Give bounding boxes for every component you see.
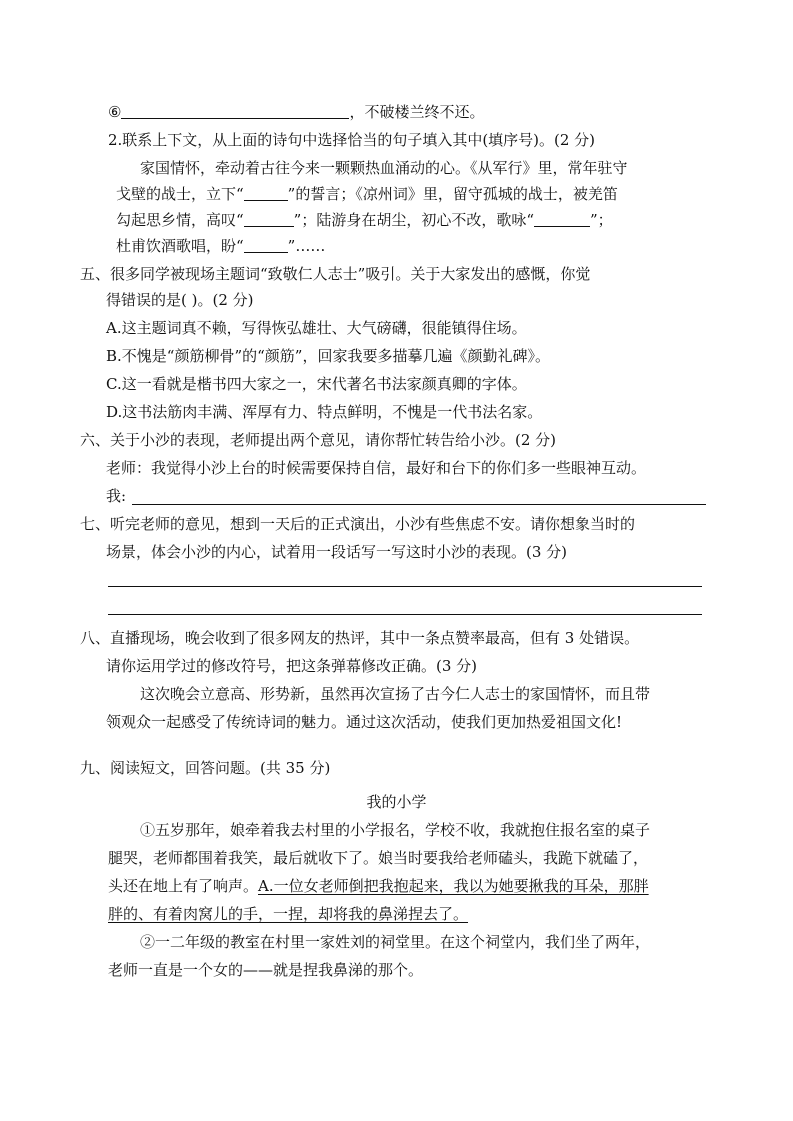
q4-para-line4	[116, 236, 325, 256]
q4-para-line1: 家国情怀，牵动着古往今来一颗颗热血涌动的心。《从军行》里，常年驻守	[140, 159, 628, 177]
text: ”……	[287, 237, 326, 255]
q5-option-b[interactable]: B.不愧是“颜筋柳骨”的“颜筋”，回家我要多描摹几遍《颜勤礼碑》。	[106, 347, 550, 365]
underlined-sentence-a: A.一位女老师倒把我抱起来，我以为她要揪我的耳朵，那胖	[258, 877, 649, 895]
text: ”；	[590, 211, 613, 229]
q9-heading: 九、阅读短文，回答问题。(共 35 分)	[80, 759, 331, 777]
text: ”；陆游身在胡尘，初心不改，歌咏“	[293, 211, 535, 229]
text: 头还在地上有了响声。	[108, 877, 259, 895]
text: 杜甫饮酒歌唱，盼“	[116, 237, 244, 255]
q5-line1: 五、很多同学被现场主题词“致敬仁人志士”吸引。关于大家发出的感慨，你觉	[80, 265, 591, 283]
passage-title: 我的小学	[366, 793, 427, 811]
q5-option-d[interactable]: D.这书法筋肉丰满、浑厚有力、特点鲜明，不愧是一代书法名家。	[106, 403, 543, 421]
q6-me-label: 我:	[106, 487, 127, 505]
passage-p1-line1: ①五岁那年，娘牵着我去村里的小学报名，学校不收，我就抱住报名室的桌子	[140, 821, 651, 839]
passage-p2-line1: ②一二年级的教室在村里一家姓刘的祠堂里。在这个祠堂内，我们坐了两年，	[140, 933, 651, 951]
fill-blank[interactable]	[244, 184, 288, 201]
text: 勾起思乡情，高叹“	[116, 211, 244, 229]
item6-number: ⑥	[108, 103, 122, 121]
text: ”的誓言；《凉州词》里，留守孤城的战士，被羌笛	[287, 185, 618, 203]
item6-line	[108, 102, 484, 122]
item6-tail: ，不破楼兰终不还。	[349, 103, 485, 121]
q6-teacher: 老师：我觉得小沙上台的时候需要保持自信，最好和台下的你们多一些眼神互动。	[106, 459, 647, 477]
fill-blank[interactable]	[244, 210, 294, 227]
q4-para-line3	[116, 210, 613, 230]
q8-para-line1: 这次晚会立意高、形势新，虽然再次宣扬了古今仁人志士的家国情怀，而且带	[140, 685, 651, 703]
fill-blank[interactable]	[534, 210, 590, 227]
passage-p1-line2: 腿哭，老师都围着我笑，最后就收下了。娘当时要我给老师磕头，我跪下就磕了，	[108, 849, 649, 867]
q8-line1: 八、直播现场，晚会收到了很多网友的热评，其中一条点赞率最高，但有 3 处错误。	[80, 629, 640, 647]
fill-blank[interactable]	[244, 236, 288, 253]
q4-2-prompt: 2.联系上下文，从上面的诗句中选择恰当的句子填入其中(填序号)。(2 分)	[108, 131, 596, 149]
q5-option-a[interactable]: A.这主题词真不赖，写得恢弘雄壮、大气磅礴，很能镇得住场。	[106, 319, 527, 337]
q7-line2: 场景，体会小沙的内心，试着用一段话写一写这时小沙的表现。(3 分)	[106, 543, 568, 561]
q8-line2: 请你运用学过的修改符号，把这条弹幕修改正确。(3 分)	[106, 657, 478, 675]
text: 戈壁的战士，立下“	[116, 185, 244, 203]
item6-blank[interactable]	[121, 102, 349, 119]
q5-line2: 得错误的是( )。(2 分)	[106, 291, 254, 309]
q7-answer-line-2[interactable]	[108, 614, 702, 615]
q7-line1: 七、听完老师的意见，想到一天后的正式演出，小沙有些焦虑不安。请你想象当时的	[80, 515, 636, 533]
q8-para-line2: 领观众一起感受了传统诗词的魅力。通过这次活动，使我们更加热爱祖国文化!	[106, 713, 623, 731]
q5-option-c[interactable]: C.这一看就是楷书四大家之一，宋代著名书法家颜真卿的字体。	[106, 375, 527, 393]
q7-answer-line-1[interactable]	[108, 586, 702, 587]
passage-p2-line2: 老师一直是一个女的——就是捏我鼻涕的那个。	[108, 961, 424, 979]
passage-p1-line4: 胖的、有着肉窝儿的手，一捏，却将我的鼻涕捏去了。	[108, 905, 469, 923]
q6-line1: 六、关于小沙的表现，老师提出两个意见，请你帮忙转告给小沙。(2 分)	[80, 431, 557, 449]
q4-para-line2	[116, 184, 618, 204]
passage-p1-line3	[108, 876, 649, 896]
q6-answer-line[interactable]	[132, 504, 706, 505]
